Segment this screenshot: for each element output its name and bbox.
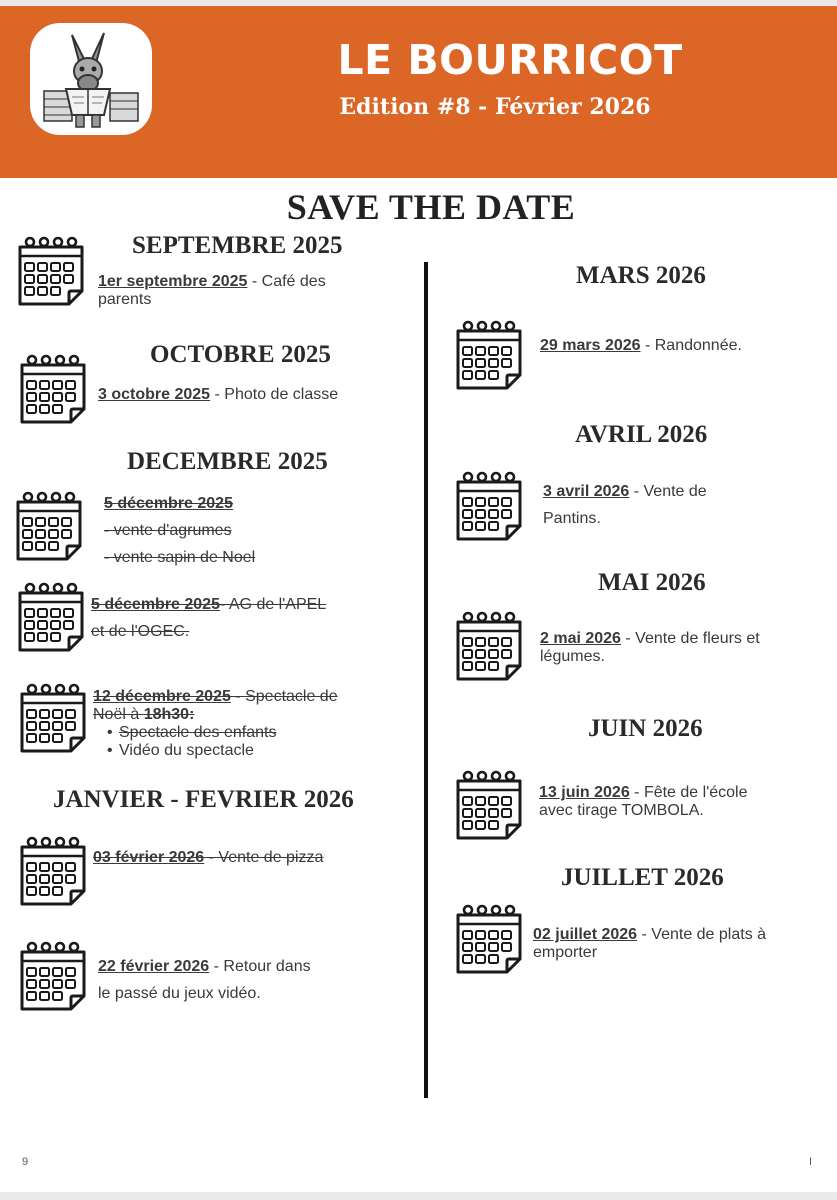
event-text: - Photo de classe [210,386,339,403]
event-july [533,926,833,962]
event-december-spectacle [93,688,413,760]
event-september [98,273,398,309]
bullet-item: • Vidéo du spectacle [107,742,413,760]
calendar-icon [455,317,523,393]
header-banner [0,6,837,178]
month-heading-march: MARS 2026 [576,262,706,289]
event-date: 3 avril 2026 [543,483,630,500]
event-date: 12 décembre 2025 [93,688,231,705]
calendar-icon [455,468,523,544]
event-date: 02 juillet 2026 [533,926,638,943]
event-march [540,337,830,355]
event-text: - Café des [247,273,326,290]
event-text: - AG de l'APEL [219,596,327,613]
calendar-icon [19,351,87,427]
event-date: 13 juin 2026 [539,784,630,801]
event-december-ag [91,591,411,645]
calendar-icon [17,579,85,655]
event-date: 5 décembre 2025 [104,495,233,512]
month-heading-may: MAI 2026 [598,569,706,596]
event-text: Pantins. [543,510,601,527]
newsletter-page [0,6,837,1192]
event-june [539,784,829,820]
event-text: - vente d'agrumes [104,522,232,539]
column-divider [424,262,428,1098]
calendar-icon [455,608,523,684]
month-heading-october: OCTOBRE 2025 [150,341,331,368]
event-october [98,386,408,404]
event-text: le passé du jeux vidéo. [98,985,261,1002]
edition-subtitle: Edition #8 - Février 2026 [339,94,651,120]
calendar-icon [17,233,85,309]
month-heading-april: AVRIL 2026 [575,421,708,448]
event-december-citrus-tree-sale [104,490,404,571]
event-text: - Vente de fleurs et [620,630,760,647]
month-heading-september: SEPTEMBRE 2025 [132,232,343,259]
event-time: 18h30: [143,706,195,723]
event-may [540,630,830,666]
page-number-left: 9 [22,1156,29,1168]
calendar-icon [455,901,523,977]
calendar-icon [19,938,87,1014]
event-date: 29 mars 2026 [540,337,641,354]
newsletter-title: LE BOURRICOT [337,36,683,84]
event-date: 5 décembre 2025 [91,596,220,613]
event-text: et de l'OGEC. [91,623,190,640]
event-date: 22 février 2026 [98,958,210,975]
page-number-right: I [809,1156,813,1168]
event-text: - Vente de [629,483,707,500]
calendar-icon [19,680,87,756]
event-april [543,478,823,532]
event-text: - Fête de l'école [629,784,748,801]
event-text: parents [98,291,152,308]
calendar-icon [15,488,83,564]
event-text: - Vente de pizza [204,849,324,866]
month-heading-july: JUILLET 2026 [561,864,724,891]
event-date: 2 mai 2026 [540,630,621,647]
month-heading-june: JUIN 2026 [588,715,703,742]
calendar-icon [455,767,523,843]
event-february-pizza [93,849,413,867]
event-text: - vente sapin de Noel [104,549,256,566]
event-text: emporter [533,944,598,961]
event-text: Noël à [93,706,144,723]
calendar-icon [19,833,87,909]
event-text: - Vente de plats à [637,926,767,943]
bullet-item: • Spectacle des enfants [107,724,413,742]
logo-badge [30,23,152,135]
month-heading-december: DECEMBRE 2025 [127,448,328,475]
save-the-date-title: SAVE THE DATE [286,187,576,227]
event-february-retro-games [98,953,408,1007]
event-date: 3 octobre 2025 [98,386,211,403]
event-text: avec tirage TOMBOLA. [539,802,704,819]
donkey-logo-icon [30,23,152,135]
month-heading-jan-feb: JANVIER - FEVRIER 2026 [53,786,354,813]
event-date: 1er septembre 2025 [98,273,248,290]
event-date: 03 février 2026 [93,849,205,866]
event-text: légumes. [540,648,605,665]
event-text: - Randonnée. [640,337,742,354]
event-text: - Retour dans [209,958,311,975]
event-text: - Spectacle de [230,688,338,705]
